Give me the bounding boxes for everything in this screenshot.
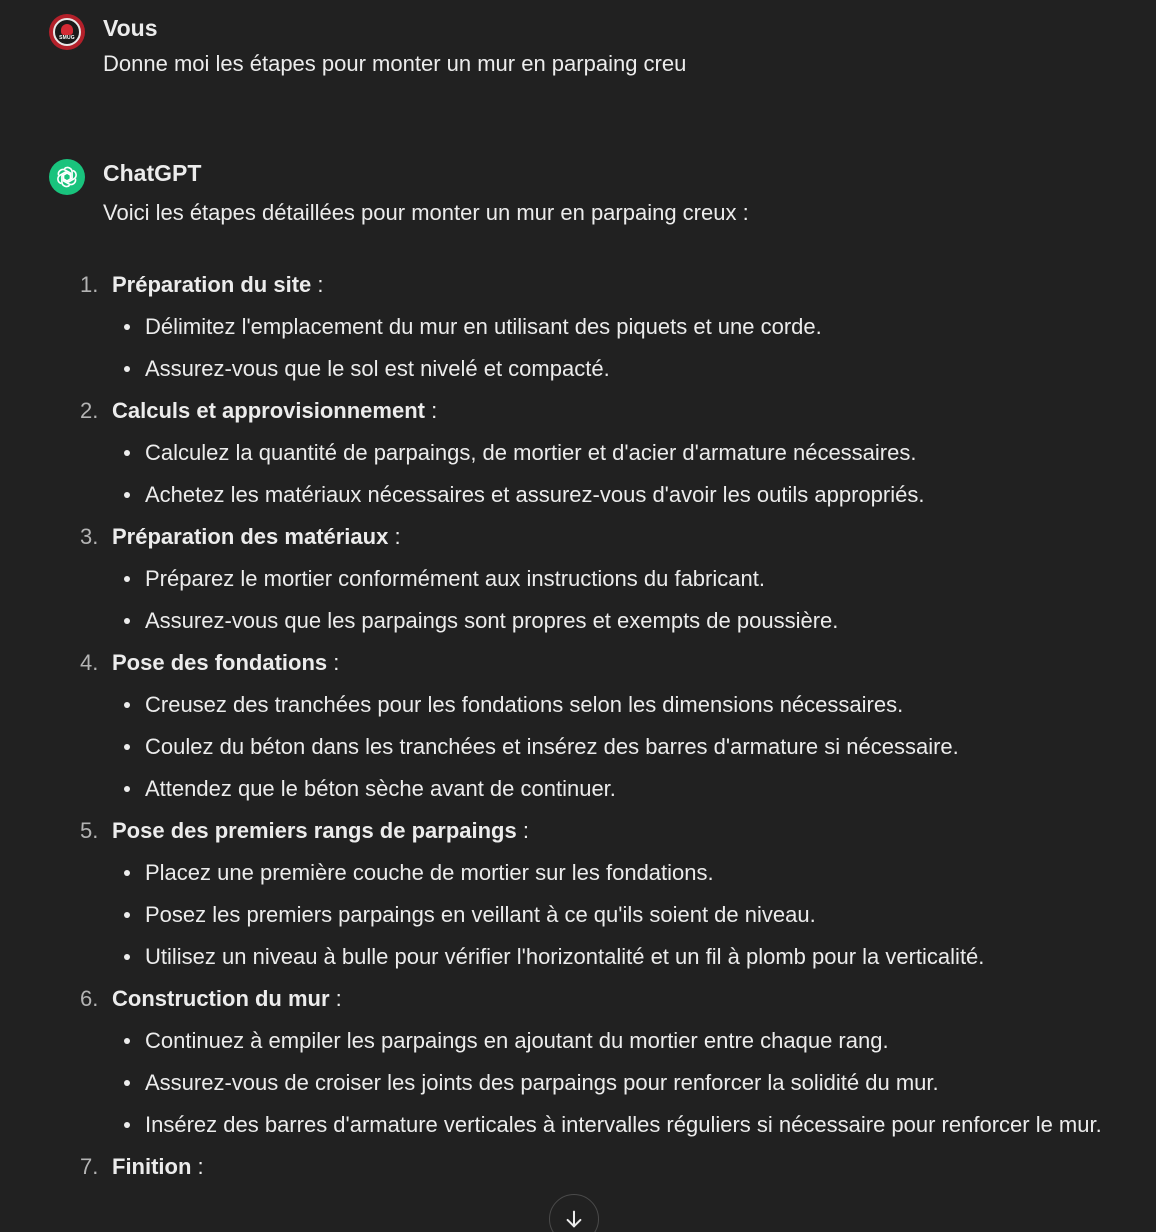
list-item-text: Calculez la quantité de parpaings, de mortier et d'acier d'armature nécessaires. [145,440,917,465]
list-item [80,726,1140,768]
list-item-text: Coulez du béton dans les tranchées et insérez des barres d'armature si nécessaire. [145,734,959,759]
user-message-text: Donne moi les étapes pour monter un mur en parpaing creu [103,51,687,76]
assistant-intro-text: Voici les étapes détaillées pour monter un mur en parpaing creux : [103,200,749,225]
step-sub-list [80,852,1140,978]
bullet-icon [124,1038,130,1044]
list-item-text: Placez une première couche de mortier sur les fondations. [145,860,714,885]
step-sub-list [80,1020,1140,1146]
step-title: Pose des fondations [112,650,328,675]
list-item [80,768,1140,810]
step-title: Pose des premiers rangs de parpaings [112,818,517,843]
step-colon: : [191,1154,204,1179]
step-item [80,642,1140,810]
step-number: 1. [80,272,99,297]
list-item-text: Utilisez un niveau à bulle pour vérifier l'horizontalité et un fil à plomb pour la verticalité. [145,944,985,969]
list-item [80,306,1140,348]
step-title: Préparation des matériaux [112,524,389,549]
list-item-text: Assurez-vous de croiser les joints des parpaings pour renforcer la solidité du mur. [145,1070,939,1095]
step-heading [80,642,1140,684]
step-sub-list [80,684,1140,810]
list-item-text: Assurez-vous que les parpaings sont propres et exempts de poussière. [145,608,839,633]
step-item [80,264,1140,390]
bullet-icon [124,324,130,330]
step-colon: : [311,272,324,297]
step-colon: : [424,398,438,423]
step-title: Finition [112,1154,192,1179]
list-item-text: Achetez les matériaux nécessaires et assurez-vous d'avoir les outils appropriés. [145,482,925,507]
step-number: 7. [80,1154,99,1179]
list-item [80,1104,1140,1146]
bullet-icon [124,366,130,372]
list-item [80,894,1140,936]
bullet-icon [124,576,130,582]
step-heading [80,264,1140,306]
list-item-text: Assurez-vous que le sol est nivelé et compacté. [145,356,610,381]
bullet-icon [124,870,130,876]
user-avatar[interactable] [49,14,85,50]
step-sub-list [80,306,1140,390]
list-item [80,684,1140,726]
list-item [80,1062,1140,1104]
bullet-icon [124,912,130,918]
step-title: Construction du mur [112,986,330,1011]
list-item [80,852,1140,894]
step-item [80,1146,1140,1188]
step-number: 6. [80,986,99,1011]
step-heading [80,390,1140,432]
bullet-icon [124,786,130,792]
list-item-text: Insérez des barres d'armature verticales à intervalles réguliers si nécessaire pour renforcer le mur. [145,1112,1102,1137]
list-item [80,558,1140,600]
list-item-text: Préparez le mortier conformément aux instructions du fabricant. [145,566,765,591]
list-item [80,936,1140,978]
step-number: 4. [80,650,99,675]
bullet-icon [124,1122,130,1128]
step-number: 3. [80,524,99,549]
step-colon: : [516,818,529,843]
list-item [80,1020,1140,1062]
arrow-down-icon [563,1208,585,1230]
step-heading [80,978,1140,1020]
step-heading [80,1146,1140,1188]
list-item-text: Attendez que le béton sèche avant de continuer. [145,776,616,801]
bullet-icon [124,1080,130,1086]
bullet-icon [124,744,130,750]
bullet-icon [124,702,130,708]
step-title: Préparation du site [112,272,312,297]
step-item [80,810,1140,978]
list-item-text: Continuez à empiler les parpaings en ajoutant du mortier entre chaque rang. [145,1028,889,1053]
step-heading [80,516,1140,558]
bullet-icon [124,450,130,456]
step-number: 5. [80,818,99,843]
list-item-text: Creusez des tranchées pour les fondations selon les dimensions nécessaires. [145,692,904,717]
step-item [80,390,1140,516]
step-sub-list [80,432,1140,516]
assistant-avatar [49,159,85,195]
step-title: Calculs et approvisionnement [112,398,425,423]
step-colon: : [329,986,342,1011]
bullet-icon [124,492,130,498]
list-item [80,348,1140,390]
smug-lion-avatar-icon: SMUG [53,18,81,46]
bullet-icon [124,618,130,624]
list-item [80,432,1140,474]
user-sender-name: Vous [103,15,158,41]
step-sub-list [80,558,1140,642]
list-item [80,600,1140,642]
step-colon: : [327,650,340,675]
step-item [80,516,1140,642]
list-item-text: Posez les premiers parpaings en veillant à ce qu'ils soient de niveau. [145,902,816,927]
list-item-text: Délimitez l'emplacement du mur en utilisant des piquets et une corde. [145,314,822,339]
step-colon: : [388,524,401,549]
openai-logo-icon [54,164,80,190]
step-item [80,978,1140,1146]
bullet-icon [124,954,130,960]
scroll-to-bottom-button[interactable] [549,1194,599,1232]
steps-list [80,264,1140,1188]
list-item [80,474,1140,516]
step-heading [80,810,1140,852]
assistant-sender-name: ChatGPT [103,160,202,186]
step-number: 2. [80,398,99,423]
